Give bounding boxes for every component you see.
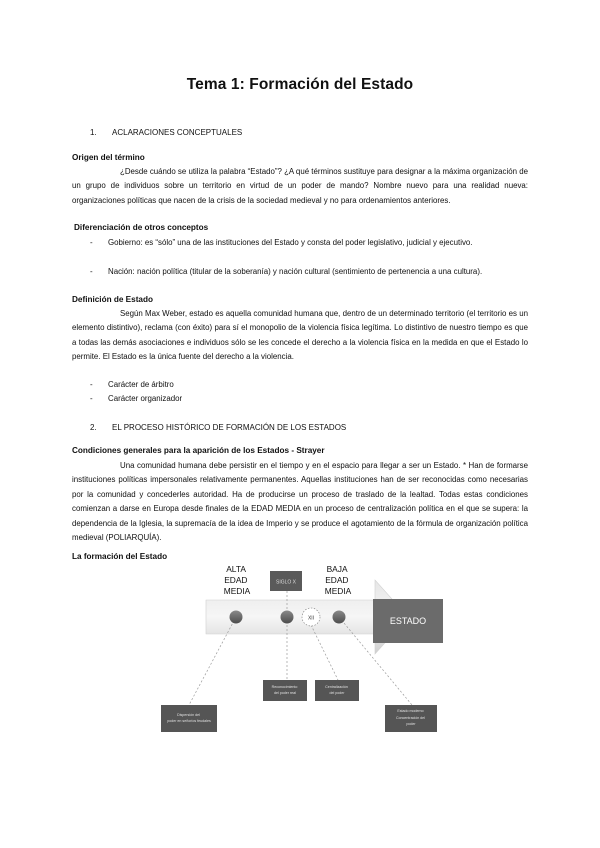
origen-text: ¿Desde cuándo se utiliza la palabra “Estado”? ¿A qué términos sustituye para designar a la máxima organización de un grupo de individuos sobre un territorio en virtud de un poder de mando? Nombre nuevo para una realidad nueva: organizaciones políticas que nacen de la crisis de la sociedad medieval y no para ordenamientos anteriores. — [72, 167, 528, 205]
timeline-dot — [333, 611, 346, 624]
section-number: 2. — [90, 423, 97, 432]
list-item-text: Nación: nación política (titular de la soberanía) y nación cultural (sentimiento de pertenencia a una cultura). — [108, 267, 483, 276]
box-feudal-label: Dispersión del poder en señoríos feudales — [167, 713, 211, 723]
top-box-label: SIGLO X — [275, 579, 297, 586]
list-item: - Carácter organizador — [90, 392, 528, 406]
circle-label: XII — [307, 615, 315, 622]
box-centralizacion-label: Centralización del poder — [325, 685, 348, 695]
section-title: EL PROCESO HISTÓRICO DE FORMACIÓN DE LOS ESTADOS — [112, 423, 347, 432]
section-number: 1. — [90, 128, 97, 137]
box-estado-moderno-label: Estado moderno Concentración del poder — [396, 709, 425, 726]
formacion-heading: La formación del Estado — [72, 552, 168, 561]
timeline-dot — [281, 611, 294, 624]
estado-label: ESTADO — [389, 616, 427, 626]
list-item: - Gobierno: es “sólo” una de las instituciones del Estado y consta del poder legislativo, judicial y ejecutivo. — [90, 238, 473, 247]
list-item-text: Gobierno: es “sólo” una de las instituciones del Estado y consta del poder legislativo, judicial y ejecutivo. — [108, 238, 473, 247]
section-title: ACLARACIONES CONCEPTUALES — [112, 128, 243, 137]
list-item-text: Carácter organizador — [108, 394, 183, 403]
page-title: Tema 1: Formación del Estado — [186, 76, 414, 93]
alta-label: ALTA EDAD MEDIA — [223, 564, 251, 596]
list-item: - Carácter de árbitro — [90, 378, 528, 392]
list-item-text: Carácter de árbitro — [108, 380, 174, 389]
definicion-heading: Definición de Estado — [72, 295, 153, 304]
definicion-text: Según Max Weber, estado es aquella comunidad humana que, dentro de un determinado territorio (el territorio es un elemento distintivo), reclama (con éxito) para sí el monopolio de la violencia física legítima. Lo distintivo de nuestro tiempo es que a todas las demás asociaciones e individuos sólo se les concede el derecho a la violencia física en la medida en que el Estado lo permite. El Estado es la única fuente del derecho a la violencia. — [72, 309, 528, 362]
baja-label: BAJA EDAD MEDIA — [324, 564, 352, 596]
list-item: - Nación: nación política (titular de la soberanía) y nación cultural (sentimiento de pertenencia a una cultura). — [90, 267, 483, 276]
condiciones-heading: Condiciones generales para la aparición de los Estados - Strayer — [72, 446, 325, 455]
condiciones-text: Una comunidad humana debe persistir en el tiempo y en el espacio para llegar a ser un Estado. * Han de formarse instituciones políticas impersonales relativamente permanentes. Aquellas instituciones han de ser reconocidas como necesarias por la comunidad y concederles autoridad. Ha de producirse un proceso de traslado de la lealtad. Todas estas condiciones comienzan a darse en Europa desde finales de la EDAD MEDIA en un proceso de centralización política en el que se supera: la dependencia de la Iglesia, la supremacía de la idea de Imperio y se produce el agotamiento de la fórmula de organización política medieval (POLIARQUÍA). — [72, 461, 528, 543]
box-reconocimiento-label: Reconocimiento del poder real — [271, 685, 298, 695]
origen-heading: Origen del término — [72, 153, 145, 162]
diferenciacion-heading: Diferenciación de otros conceptos — [74, 223, 209, 232]
timeline-dot — [230, 611, 243, 624]
